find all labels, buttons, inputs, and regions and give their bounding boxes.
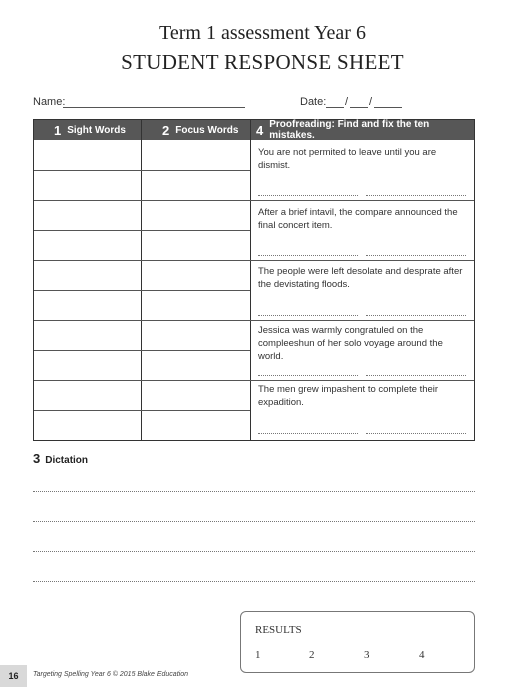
header-focus-words — [162, 120, 252, 140]
row-divider — [34, 410, 250, 411]
answer-line[interactable] — [366, 255, 466, 256]
column-label: Sight Words — [67, 124, 126, 136]
dictation-heading — [33, 451, 88, 466]
results-box — [240, 611, 475, 673]
date-month-field[interactable] — [350, 107, 368, 108]
answer-line[interactable] — [366, 195, 466, 196]
column-number: 4 — [256, 122, 264, 138]
date-year-field[interactable] — [374, 107, 402, 108]
column-label: Proofreading: Find and fix the ten mistakes. — [269, 119, 430, 141]
page-number: 16 — [0, 665, 27, 687]
date-label: Date: — [300, 96, 327, 108]
row-divider — [34, 380, 474, 381]
response-table — [33, 119, 475, 441]
result-number[interactable]: 3 — [364, 649, 370, 661]
date-day-field[interactable] — [326, 107, 344, 108]
section-label: Dictation — [45, 455, 89, 466]
column-divider — [250, 120, 251, 440]
result-number[interactable]: 2 — [309, 649, 315, 661]
row-divider — [34, 230, 250, 231]
result-number[interactable]: 1 — [255, 649, 261, 661]
row-divider — [34, 170, 250, 171]
answer-line[interactable] — [258, 433, 358, 434]
answer-line[interactable] — [258, 255, 358, 256]
page-subtitle: STUDENT RESPONSE SHEET — [121, 50, 404, 74]
row-divider — [34, 260, 474, 261]
footer-text: Targeting Spelling Year 6 © 2015 Blake Education — [33, 671, 188, 678]
column-label: Focus Words — [175, 124, 239, 136]
row-divider — [34, 320, 474, 321]
dictation-line[interactable] — [33, 521, 475, 522]
section-number: 3 — [33, 451, 41, 466]
results-title: RESULTS — [255, 624, 302, 636]
proofreading-sentence: After a brief intavil, the compare announced the final concert item. — [258, 207, 458, 231]
row-divider — [34, 200, 474, 201]
dictation-line[interactable] — [33, 581, 475, 582]
answer-line[interactable] — [366, 375, 466, 376]
proofreading-sentence: The men grew impashent to complete their expadition. — [258, 384, 439, 408]
proofreading-sentence: You are not permited to leave until you are dismist. — [258, 147, 437, 171]
header-proofreading — [256, 120, 474, 140]
column-number: 1 — [54, 122, 62, 138]
page-title: Term 1 assessment Year 6 — [159, 22, 366, 44]
column-number: 2 — [162, 122, 170, 138]
result-number[interactable]: 4 — [419, 649, 425, 661]
answer-line[interactable] — [258, 375, 358, 376]
answer-line[interactable] — [258, 315, 358, 316]
proofreading-sentence: The people were left desolate and desprate after the devistating floods. — [258, 266, 463, 290]
answer-line[interactable] — [258, 195, 358, 196]
column-divider — [141, 120, 142, 440]
row-divider — [34, 290, 250, 291]
proofreading-sentence: Jessica was warmly congratuled on the compleeshun of her solo voyage around the world. — [258, 325, 443, 362]
dictation-line[interactable] — [33, 551, 475, 552]
name-label: Name: — [33, 96, 66, 108]
dictation-line[interactable] — [33, 491, 475, 492]
name-field[interactable] — [63, 107, 245, 108]
date-slash: / — [369, 96, 373, 108]
row-divider — [34, 350, 250, 351]
date-slash: / — [345, 96, 349, 108]
table-header — [34, 120, 474, 140]
header-sight-words — [54, 120, 142, 140]
answer-line[interactable] — [366, 315, 466, 316]
answer-line[interactable] — [366, 433, 466, 434]
